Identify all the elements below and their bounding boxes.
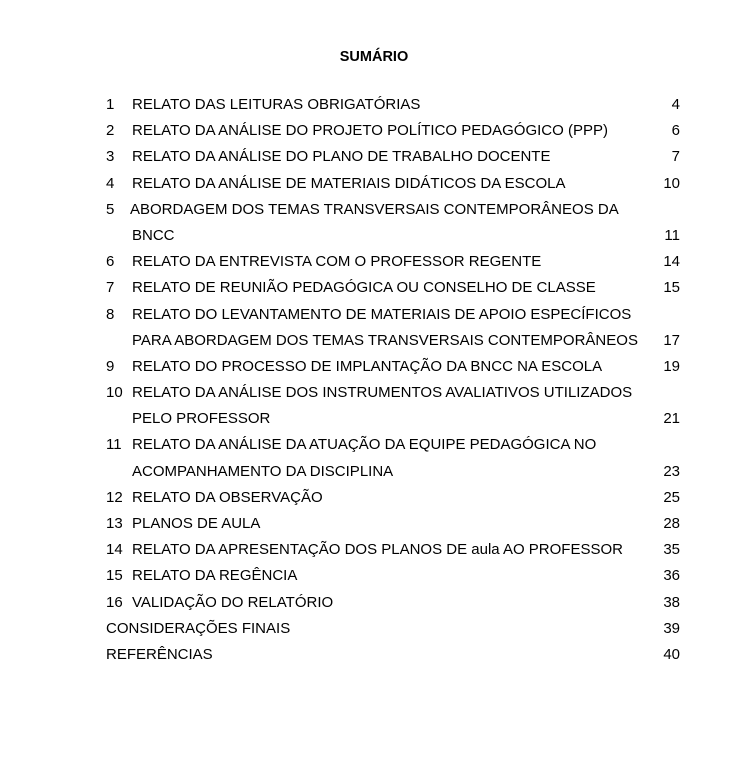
toc-entry-number: 5 xyxy=(106,200,115,218)
toc-entry-title: PLANOS DE AULA xyxy=(132,515,261,532)
toc-line xyxy=(106,331,680,357)
toc-line xyxy=(106,121,680,147)
toc-page-number: 25 xyxy=(663,488,680,506)
toc-entry-number: 11 xyxy=(106,436,122,454)
toc-entry-title: BNCC xyxy=(132,226,175,244)
toc-line xyxy=(106,357,680,383)
toc-page-number: 23 xyxy=(663,462,680,480)
toc-page-number: 11 xyxy=(664,226,680,244)
toc-entry-title: ACOMPANHAMENTO DA DISCIPLINA xyxy=(132,462,394,480)
toc-entry-title: RELATO DA ANÁLISE DO PROJETO POLÍTICO PEDAGÓGICO (PPP) xyxy=(132,122,608,140)
toc-line xyxy=(106,488,680,514)
toc-entry-title: RELATO DA REGÊNCIA xyxy=(132,567,298,585)
toc-entry-title: PARA ABORDAGEM DOS TEMAS TRANSVERSAIS CONTEMPORÂNEOS xyxy=(132,331,638,349)
toc-line xyxy=(106,409,680,435)
toc-page-number: 4 xyxy=(671,96,680,113)
toc-page-number: 10 xyxy=(663,174,680,192)
toc-line xyxy=(106,462,680,488)
toc-entry-title: RELATO DE REUNIÃO PEDAGÓGICA OU CONSELHO DE CLASSE xyxy=(132,279,596,297)
toc-line xyxy=(106,252,680,278)
toc-page-number: 21 xyxy=(663,410,680,428)
toc-line xyxy=(106,645,680,671)
toc-entry-number: 9 xyxy=(106,357,115,375)
toc-entry-title: RELATO DO LEVANTAMENTO DE MATERIAIS DE APOIO ESPECÍFICOS xyxy=(132,305,632,323)
toc-line xyxy=(106,278,680,304)
toc-entry-title: PELO PROFESSOR xyxy=(132,410,271,428)
toc-entry-number: 10 xyxy=(106,384,123,402)
toc-line xyxy=(106,95,680,121)
toc-line xyxy=(106,593,680,619)
toc-line xyxy=(106,226,680,252)
toc-entry-title: ABORDAGEM DOS TEMAS TRANSVERSAIS CONTEMPORÂNEOS DA xyxy=(130,200,619,218)
toc-entry-number: 12 xyxy=(106,488,123,506)
toc-line xyxy=(106,305,680,331)
toc-entry-title: CONSIDERAÇÕES FINAIS xyxy=(106,619,291,637)
toc-entry-title: VALIDAÇÃO DO RELATÓRIO xyxy=(132,593,334,611)
toc-entry-title: RELATO DA ANÁLISE DE MATERIAIS DIDÁTICOS DA ESCOLA xyxy=(132,174,566,192)
toc-entry-title: RELATO DA APRESENTAÇÃO DOS PLANOS DE aula AO PROFESSOR xyxy=(132,541,623,559)
toc-entry-number: 15 xyxy=(106,567,123,585)
toc-page-number: 36 xyxy=(663,567,680,585)
toc-page-number: 19 xyxy=(663,357,680,375)
toc-line xyxy=(106,514,680,540)
toc-line xyxy=(106,147,680,173)
toc-entry-number: 13 xyxy=(106,515,123,532)
toc-entry-title: RELATO DA ENTREVISTA COM O PROFESSOR REGENTE xyxy=(132,253,542,271)
toc-entry-title: RELATO DA OBSERVAÇÃO xyxy=(132,488,323,506)
toc-entry-number: 6 xyxy=(106,253,115,271)
toc-page-number: 28 xyxy=(663,515,680,532)
toc-entry-number: 3 xyxy=(106,148,115,166)
toc-page-number: 35 xyxy=(663,541,680,559)
table-of-contents xyxy=(106,95,680,671)
toc-line xyxy=(106,174,680,200)
toc-entry-number: 1 xyxy=(106,96,115,113)
toc-entry-title: RELATO DA ANÁLISE DO PLANO DE TRABALHO DOCENTE xyxy=(132,148,551,166)
page-title: SUMÁRIO xyxy=(339,49,409,65)
toc-page-number: 15 xyxy=(663,279,680,297)
toc-entry-title: REFERÊNCIAS xyxy=(106,645,213,663)
toc-line xyxy=(106,619,680,645)
toc-entry-number: 16 xyxy=(106,593,123,611)
toc-entry-number: 2 xyxy=(106,122,115,140)
toc-line xyxy=(106,566,680,592)
toc-line xyxy=(106,435,680,461)
toc-entry-title: RELATO DAS LEITURAS OBRIGATÓRIAS xyxy=(132,96,421,113)
toc-entry-title: RELATO DA ANÁLISE DOS INSTRUMENTOS AVALIATIVOS UTILIZADOS xyxy=(132,384,633,402)
toc-page-number: 39 xyxy=(663,619,680,637)
toc-page-number: 14 xyxy=(663,253,680,271)
toc-line xyxy=(106,200,680,226)
toc-entry-title: RELATO DO PROCESSO DE IMPLANTAÇÃO DA BNCC NA ESCOLA xyxy=(132,357,603,375)
toc-entry-title: RELATO DA ANÁLISE DA ATUAÇÃO DA EQUIPE PEDAGÓGICA NO xyxy=(132,436,597,454)
toc-entry-number: 8 xyxy=(106,305,115,323)
toc-page-number: 40 xyxy=(663,645,680,663)
toc-page-number: 6 xyxy=(671,122,680,140)
toc-entry-number: 4 xyxy=(106,174,115,192)
toc-line xyxy=(106,540,680,566)
toc-entry-number: 14 xyxy=(106,541,123,559)
toc-page-number: 38 xyxy=(663,593,680,611)
toc-page-number: 7 xyxy=(671,148,680,166)
toc-line xyxy=(106,383,680,409)
toc-entry-number: 7 xyxy=(106,279,115,297)
toc-page-number: 17 xyxy=(663,331,680,349)
